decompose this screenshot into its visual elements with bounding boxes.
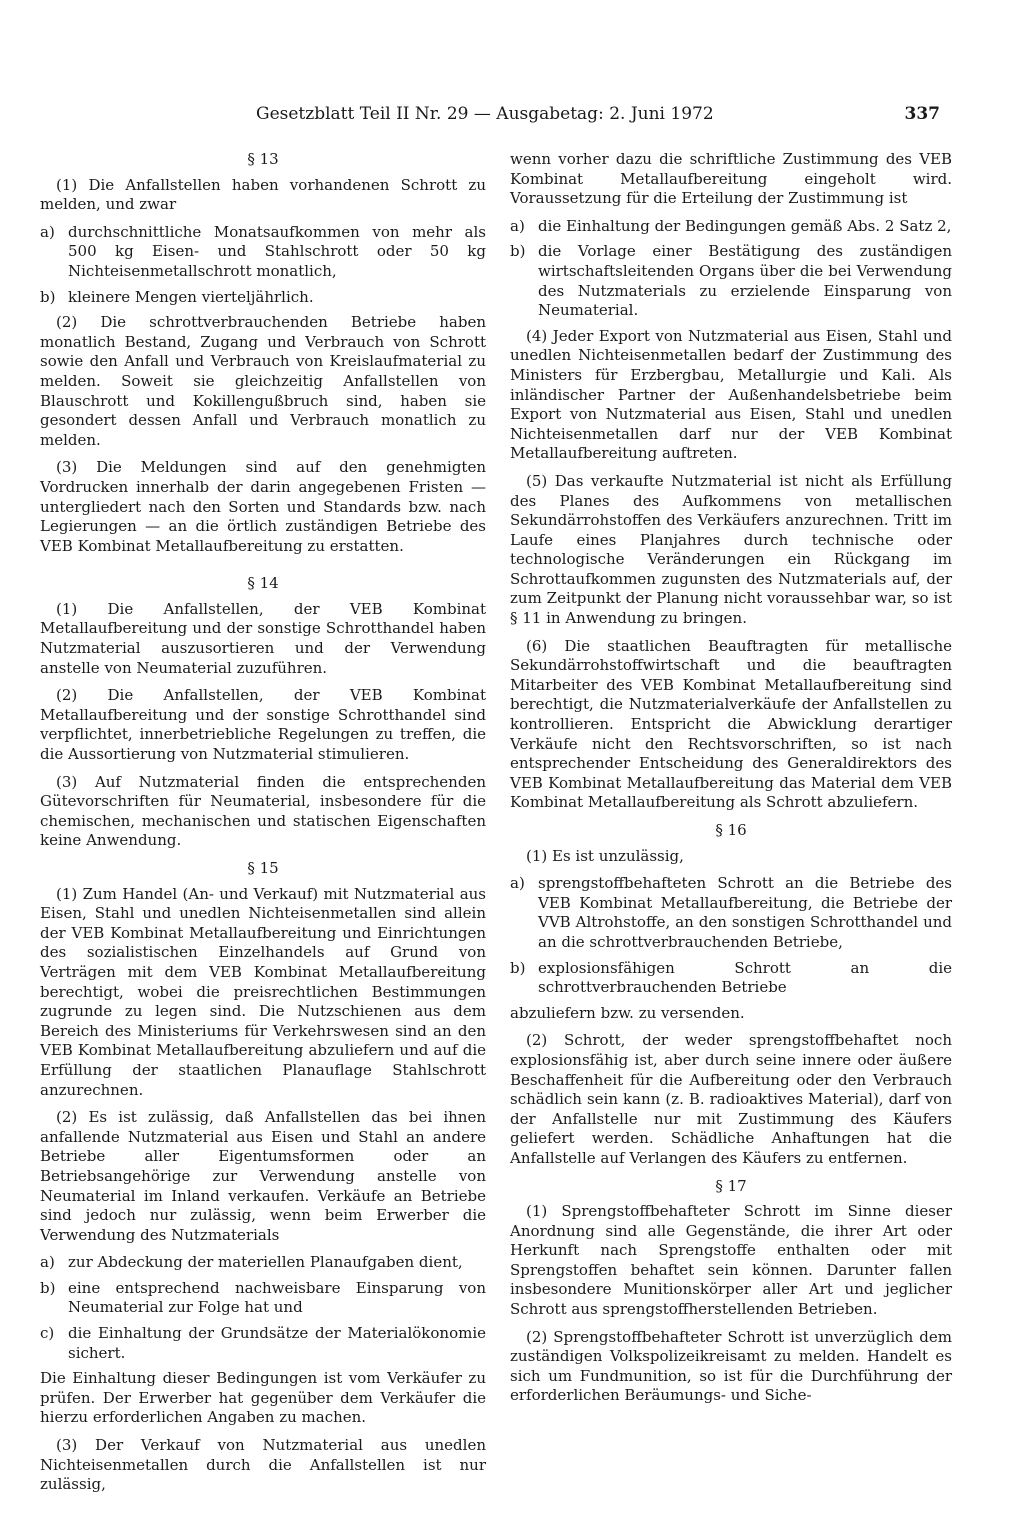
paragraph: wenn vorher dazu die schriftliche Zustimmung des VEB Kombinat Metallaufbereitung eingeholt wird. Voraussetzung für die Erteilung der Zustimmung ist: [510, 150, 952, 208]
list-item-label: a): [510, 874, 525, 893]
paragraph: Die Einhaltung dieser Bedingungen ist vom Verkäufer zu prüfen. Der Erwerber hat gegenüber dem Verkäufer die hierzu erforderlichen Angaben zu machen.: [40, 1369, 486, 1427]
paragraph: (1) Zum Handel (An- und Verkauf) mit Nutzmaterial aus Eisen, Stahl und unedlen Nichteisenmetallen sind allein der VEB Kombinat Metallaufbereitung und Einrichtungen des sozialistischen Einzelhandels auf Grund von Verträgen mit dem VEB Kombinat Metallaufbereitung berechtigt, wobei die preisrechtlichen Bestimmungen zugrunde zu legen sind. Die Nutzschienen aus dem Bereich des Ministeriums für Verkehrswesen sind an den VEB Kombinat Metallaufbereitung abzuliefern und auf die Erfüllung der staatlichen Planauflage Stahlschrott anzurechnen.: [40, 884, 486, 1099]
paragraph: (2) Es ist zulässig, daß Anfallstellen das bei ihnen anfallende Nutzmaterial aus Eisen und Stahl an andere Betriebe aller Eigentumsformen oder an Betriebsangehörige zur Verwendung anstelle von Neumaterial im Inland verkaufen. Verkäufe an Betriebe sind jedoch nur zulässig, wenn beim Erwerber die Verwendung des Nutzmaterials: [40, 1108, 486, 1244]
page-header: [256, 96, 940, 132]
paragraph: (1) Die Anfallstellen, der VEB Kombinat Metallaufbereitung und der sonstige Schrotthandel haben Nutzmaterial auszusortieren und der Verwendung anstelle von Neumaterial zuzuführen.: [40, 599, 486, 677]
list-item: [510, 242, 952, 320]
list-item-label: b): [40, 287, 56, 306]
paragraph: (1) Die Anfallstellen haben vorhandenen Schrott zu melden, und zwar: [40, 175, 486, 214]
paragraph: (1) Sprengstoffbehafteter Schrott im Sinne dieser Anordnung sind alle Gegenstände, die ihrer Art oder Herkunft nach Sprengstoffe enthalten oder mit Sprengstoffen behaftet sein können. Darunter fallen insbesondere Munitionskörper aller Art und jeglicher Schrott aus sprengstoffherstellenden Betrieben.: [510, 1202, 952, 1319]
section-heading-17: § 17: [715, 1176, 747, 1195]
list-item: [510, 874, 952, 952]
page-number: 337: [904, 104, 940, 124]
section-heading-13: § 13: [247, 150, 279, 168]
list-item: [510, 959, 952, 998]
paragraph: (5) Das verkaufte Nutzmaterial ist nicht als Erfüllung des Planes des Aufkommens von metallischen Sekundärrohstoffen des Verkäufers anzurechnen. Tritt im Laufe eines Planjahres durch technische oder technologische Veränderungen ein Rückgang im Schrottaufkommen zugunsten des Nutzmaterials auf, der zum Zeitpunkt der Planung nicht voraussehbar war, so ist § 11 in Anwendung zu bringen.: [510, 471, 952, 628]
left-column: [40, 150, 486, 1503]
list-item-text: die Einhaltung der Bedingungen gemäß Abs. 2 Satz 2,: [538, 216, 952, 235]
list-item: [40, 1253, 486, 1273]
list-item: [40, 1324, 486, 1363]
list-item-text: die Einhaltung der Grundsätze der Materialökonomie sichert.: [68, 1324, 486, 1362]
right-column: [510, 150, 952, 1414]
list-item-text: eine entsprechend nachweisbare Einsparung von Neumaterial zur Folge hat und: [68, 1278, 486, 1317]
list-item-text: explosionsfähigen Schrott an die schrottverbrauchenden Betriebe: [538, 958, 952, 997]
paragraph: (2) Die Anfallstellen, der VEB Kombinat Metallaufbereitung und der sonstige Schrotthandel sind verpflichtet, innerbetriebliche Regelungen zu treffen, die die Aussortierung von Nutzmaterial stimulieren.: [40, 686, 486, 764]
list-item-label: c): [40, 1324, 55, 1343]
paragraph: (3) Der Verkauf von Nutzmaterial aus unedlen Nichteisenmetallen durch die Anfallstellen ist nur zulässig,: [40, 1436, 486, 1494]
list-item: [40, 1279, 486, 1318]
header-title: Gesetzblatt Teil II Nr. 29 — Ausgabetag: 2. Juni 1972: [256, 104, 714, 124]
paragraph: (2) Die schrottverbrauchenden Betriebe haben monatlich Bestand, Zugang und Verbrauch von Schrott sowie den Anfall und Verbrauch von Kreislaufmaterial zu melden. Soweit sie gleichzeitig Anfallstellen von Blauschrott und Kokillengußbruch sind, haben sie gesondert dessen Anfall und Verbrauch monatlich zu melden.: [40, 313, 486, 449]
list-item: [510, 217, 952, 237]
list-item-label: a): [40, 1253, 55, 1272]
list-item-label: b): [510, 242, 526, 261]
list-item-label: b): [510, 958, 526, 977]
paragraph: (4) Jeder Export von Nutzmaterial aus Eisen, Stahl und unedlen Nichteisenmetallen bedarf der Zustimmung des Ministers für Erzbergbau, Metallurgie und Kali. Als inländischer Partner der Außenhandelsbetriebe beim Export von Nutzmaterial aus Eisen, Stahl und unedlen Nichteisenmetallen darf nur der VEB Kombinat Metallaufbereitung auftreten.: [510, 326, 952, 463]
section-heading-15: § 15: [247, 859, 279, 877]
list-item-label: a): [510, 216, 525, 235]
list-item-text: die Vorlage einer Bestätigung des zuständigen wirtschaftsleitenden Organs über die bei Verwendung des Nutzmaterials zu erzielende Einsparung von Neumaterial.: [538, 242, 952, 320]
list-item-text: zur Abdeckung der materiellen Planaufgaben dient,: [68, 1253, 463, 1272]
paragraph: (3) Die Meldungen sind auf den genehmigten Vordrucken innerhalb der darin angegebenen Fristen — untergliedert nach den Sorten und Standards bzw. nach Legierungen — an die örtlich zuständigen Betriebe des VEB Kombinat Metallaufbereitung zu erstatten.: [40, 458, 486, 555]
list-item: [40, 223, 486, 282]
list-item: [40, 288, 486, 308]
section-heading-14: § 14: [247, 574, 279, 593]
list-item-label: a): [40, 222, 55, 241]
paragraph: (1) Es ist unzulässig,: [526, 846, 684, 865]
list-item-label: b): [40, 1278, 56, 1297]
paragraph: (2) Schrott, der weder sprengstoffbehaftet noch explosionsfähig ist, aber durch seine innere oder äußere Beschaffenheit für die Aufbereitung oder den Verbrauch schädlich sein kann (z. B. radioaktives Material), darf von der Anfallstelle nur mit Zustimmung des Käufers geliefert werden. Schädliche Anhaftungen hat die Anfallstelle auf Verlangen des Käufers zu entfernen.: [510, 1031, 952, 1167]
paragraph: (6) Die staatlichen Beauftragten für metallische Sekundärrohstoffwirtschaft und die beauftragten Mitarbeiter des VEB Kombinat Metallaufbereitung sind berechtigt, die Nutzmaterialverkäufe der Anfallstellen zu kontrollieren. Entspricht die Abwicklung derartiger Verkäufe nicht den Rechtsvorschriften, so ist nach entsprechender Entscheidung des Generaldirektors des VEB Kombinat Metallaufbereitung das Material dem VEB Kombinat Metallaufbereitung als Schrott abzuliefern.: [510, 636, 952, 812]
list-item-text: durchschnittliche Monatsaufkommen von mehr als 500 kg Eisen- und Stahlschrott oder 50 kg Nichteisenmetallschrott monatlich,: [68, 222, 486, 280]
list-item-text: kleinere Mengen vierteljährlich.: [68, 287, 314, 306]
section-heading-16: § 16: [715, 821, 747, 839]
paragraph: (2) Sprengstoffbehafteter Schrott ist unverzüglich dem zuständigen Volkspolizeikreisamt zu melden. Handelt es sich um Fundmunition, so ist für die Durchführung der erforderlichen Beräumungs- und Siche-: [510, 1327, 952, 1405]
list-item-text: sprengstoffbehafteten Schrott an die Betriebe des VEB Kombinat Metallaufbereitung, die Betriebe der VVB Altrohstoffe, an den sonstigen Schrotthandel und an die schrottverbrauchenden Betriebe,: [538, 874, 952, 951]
paragraph: (3) Auf Nutzmaterial finden die entsprechenden Gütevorschriften für Neumaterial, insbesondere für die chemischen, mechanischen und statischen Eigenschaften keine Anwendung.: [40, 772, 486, 850]
paragraph: abzuliefern bzw. zu versenden.: [510, 1003, 745, 1022]
